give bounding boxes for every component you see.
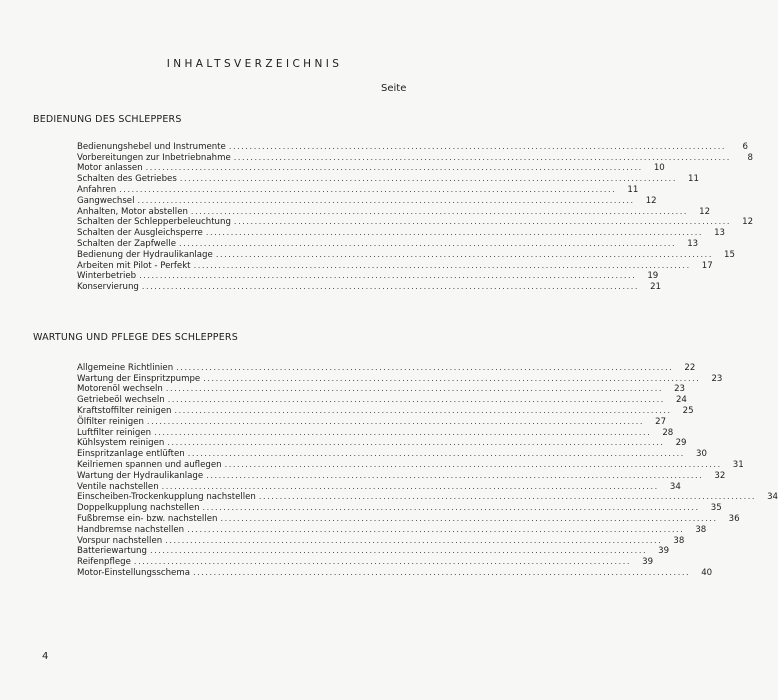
toc-entry-label: Einspritzanlage entlüften [77,449,185,460]
toc-leader-dots: ........................................................................................................................ [187,524,685,534]
toc-entry-label: Winterbetrieb [77,271,137,282]
toc-entry [77,217,754,228]
toc-entry [77,271,659,282]
toc-entry-page: 38 [673,535,685,546]
toc-entry [77,546,670,557]
toc-entry [77,163,665,174]
toc-entry-page: 27 [655,416,667,427]
toc-leader-dots: ........................................................................................................................ [228,141,726,151]
toc-entry-page: 40 [701,567,713,578]
toc-entry-page: 12 [742,217,754,228]
toc-leader-dots: ........................................................................................................................ [119,184,617,194]
toc-entry-label: Luftfilter reinigen [77,427,152,438]
toc-entry-page: 34 [669,481,681,492]
toc-entry-label: Wartung der Einspritzpumpe [77,373,201,384]
toc-entry [77,513,740,524]
toc-leader-dots: ........................................................................................................................ [224,459,722,469]
toc-entry-label: Gangwechsel [77,195,135,206]
toc-leader-dots: ........................................................................................................................ [165,535,663,545]
toc-leader-dots: ........................................................................................................................ [165,384,663,394]
toc-entry [77,227,726,239]
toc-entry [77,438,687,449]
toc-entry-page: 12 [699,206,711,217]
toc-leader-dots: ........................................................................................................................ [161,481,659,491]
toc-entry-page: 31 [732,459,744,470]
toc-leader-dots: ........................................................................................................................ [220,513,718,523]
toc-entry [77,362,696,373]
toc-entry [77,173,699,185]
toc-leader-dots: ........................................................................................................................ [205,228,704,238]
toc-entry-label: Ölfilter reinigen [77,416,144,427]
toc-entry-page: 28 [662,427,674,438]
toc-entry [77,141,748,152]
toc-leader-dots: ........................................................................................................................ [192,567,691,577]
toc-entry-page: 12 [645,195,657,206]
page-title: INHALTSVERZEICHNIS [166,58,343,70]
toc-leader-dots: ........................................................................................................................ [187,449,685,459]
toc-entry-page: 11 [688,174,699,185]
toc-leader-dots: ........................................................................................................................ [167,395,665,405]
toc-leader-dots: ........................................................................................................................ [233,152,731,162]
toc-entry-page: 29 [675,438,687,449]
toc-leader-dots: ........................................................................................................................ [202,503,700,513]
toc-entry [77,470,726,481]
toc-leader-dots: ........................................................................................................................ [133,557,632,567]
toc-entry-page: 17 [701,260,713,271]
toc-entry-label: Schalten des Getriebes [77,174,177,185]
toc-leader-dots: ........................................................................................................................ [137,195,635,205]
toc-entry-label: Konservierung [77,282,139,293]
toc-entry-page: 39 [658,546,670,557]
toc-entry-page: 34 [767,492,778,503]
toc-entry-label: Allgemeine Richtlinien [77,362,174,373]
toc-entry [77,481,681,492]
toc-entry-page: 19 [647,271,659,282]
toc-entry-page: 24 [675,395,687,406]
toc-entry-label: Getriebeöl wechseln [77,395,165,406]
toc-entry [77,184,639,195]
toc-entry-label: Kühlsystem reinigen [77,438,165,449]
toc-entry-label: Vorspur nachstellen [77,535,163,546]
toc-leader-dots: ........................................................................................................................ [258,492,757,502]
toc-entry-page: 8 [747,152,753,163]
toc-entry-page: 6 [742,141,748,152]
toc-leader-dots: ........................................................................................................................ [145,163,643,173]
toc-entry [77,416,667,427]
toc-entry [77,238,699,249]
toc-entry-label: Reifenpflege [77,557,131,568]
toc-entry [77,535,685,546]
toc-leader-dots: ........................................................................................................................ [233,217,732,227]
toc-entry [77,260,713,271]
toc-entry-page: 30 [695,449,707,460]
toc-entry [77,459,744,470]
toc-entry [77,567,713,578]
toc-entry-label: Batteriewartung [77,546,147,557]
toc-leader-dots: ........................................................................................................................ [141,282,640,292]
toc-entry-page: 39 [642,557,654,568]
toc-leader-dots: ........................................................................................................................ [179,174,677,184]
toc-leader-dots: ........................................................................................................................ [174,405,672,415]
toc-entry [77,394,687,406]
toc-entry-label: Wartung der Hydraulikanlage [77,470,204,481]
toc-entry-label: Handbremse nachstellen [77,524,185,535]
toc-entry-label: Bedienung der Hydraulikanlage [77,249,213,260]
toc-leader-dots: ........................................................................................................................ [167,438,665,448]
toc-entry-label: Vorbereitungen zur Inbetriebnahme [77,152,231,163]
toc-entry-label: Schalten der Schlepperbeleuchtung [77,217,231,228]
toc-leader-dots: ........................................................................................................................ [215,249,713,259]
toc-entry-label: Motor-Einstellungsschema [77,567,190,578]
toc-leader-dots: ........................................................................................................................ [193,260,691,270]
toc-leader-dots: ........................................................................................................................ [176,362,674,372]
toc-entry [77,249,735,260]
page-number: 4 [42,651,49,662]
toc-entry-label: Fußbremse ein- bzw. nachstellen [77,513,218,524]
toc-entry-label: Kraftstoffilter reinigen [77,405,172,416]
toc-entry-page: 21 [650,282,662,293]
toc-entry-label: Arbeiten mit Pilot - Perfekt [77,260,191,271]
toc-leader-dots: ........................................................................................................................ [146,416,645,426]
toc-entry-label: Schalten der Ausgleichsperre [77,228,203,239]
toc-entry-label: Einscheiben-Trockenkupplung nachstellen [77,492,256,503]
toc-entry [77,448,707,460]
toc-entry [77,195,657,206]
toc-list-bedienung [77,141,754,293]
toc-entry [77,281,662,293]
toc-entry-label: Doppelkupplung nachstellen [77,503,200,514]
toc-entry-page: 38 [695,524,707,535]
toc-entry [77,524,707,535]
toc-entry-page: 23 [674,384,685,395]
toc-entry-label: Ventile nachstellen [77,481,159,492]
toc-entry-page: 22 [684,362,696,373]
toc-entry-page: 15 [724,249,735,260]
toc-entry-page: 23 [711,373,723,384]
toc-entry [77,405,694,416]
toc-entry-label: Motor anlassen [77,163,143,174]
toc-entry-page: 10 [653,163,665,174]
toc-entry [77,427,674,438]
toc-entry-label: Anfahren [77,184,117,195]
toc-entry [77,492,778,503]
toc-list-wartung [77,362,778,578]
section-heading-wartung: WARTUNG UND PFLEGE DES SCHLEPPERS [33,332,238,343]
toc-leader-dots: ........................................................................................................................ [139,271,637,281]
toc-entry-page: 11 [627,184,639,195]
toc-entry [77,152,753,163]
toc-entry-label: Keilriemen spannen und auflegen [77,459,222,470]
toc-leader-dots: ........................................................................................................................ [178,238,677,248]
toc-leader-dots: ........................................................................................................................ [149,546,648,556]
toc-entry-page: 35 [710,503,722,514]
toc-leader-dots: ........................................................................................................................ [190,206,689,216]
section-heading-bedienung: BEDIENUNG DES SCHLEPPERS [33,114,182,125]
toc-entry-page: 32 [714,470,726,481]
toc-entry-label: Motorenöl wechseln [77,384,163,395]
toc-entry [77,384,685,395]
toc-entry-label: Schalten der Zapfwelle [77,238,176,249]
toc-entry-page: 13 [687,238,699,249]
toc-entry [77,373,723,384]
toc-entry-page: 13 [714,228,726,239]
toc-entry-page: 25 [682,405,694,416]
toc-entry-label: Anhalten, Motor abstellen [77,206,188,217]
toc-entry-label: Bedienungshebel und Instrumente [77,141,226,152]
toc-leader-dots: ........................................................................................................................ [154,427,652,437]
toc-leader-dots: ........................................................................................................................ [203,373,701,383]
toc-entry [77,502,722,514]
toc-entry [77,556,654,568]
toc-entry [77,206,711,217]
page-column-label: Seite [381,83,407,94]
toc-leader-dots: ........................................................................................................................ [206,470,704,480]
toc-entry-page: 36 [728,513,740,524]
